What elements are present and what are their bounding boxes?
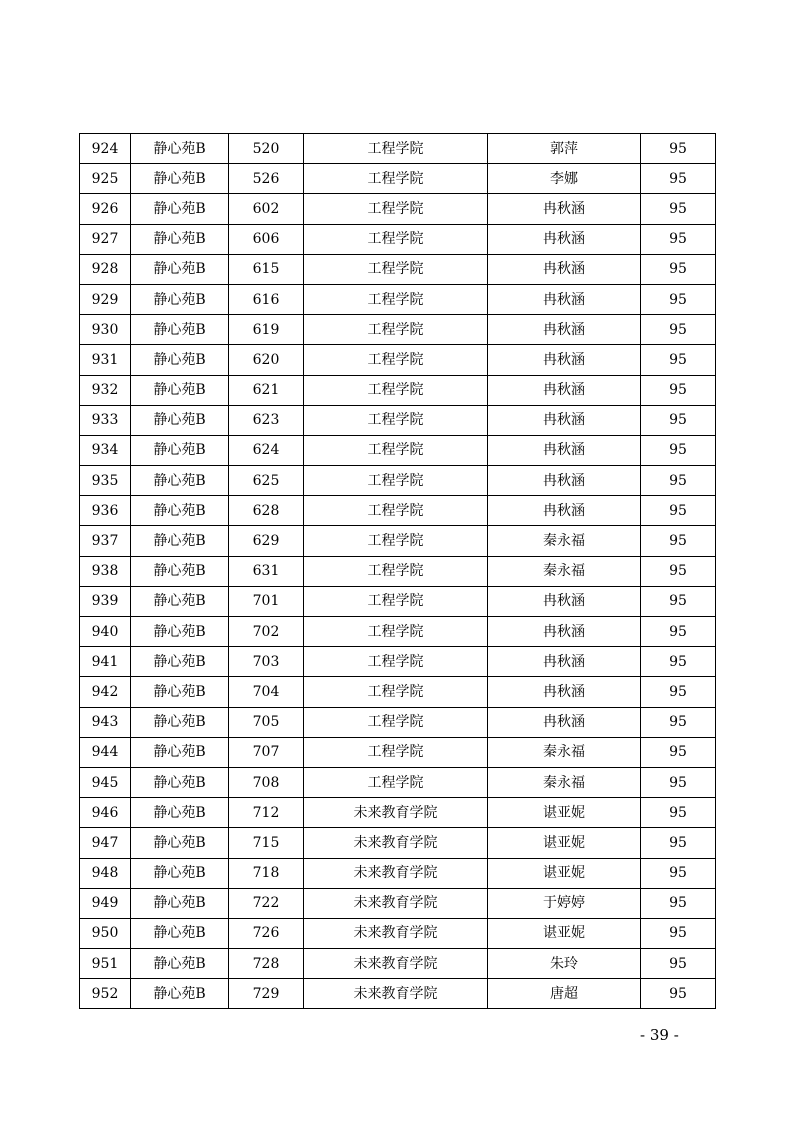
college-cell: 工程学院 bbox=[304, 677, 488, 707]
room-cell: 715 bbox=[229, 828, 304, 858]
score-cell: 95 bbox=[641, 526, 716, 556]
college-cell: 工程学院 bbox=[304, 617, 488, 647]
college-cell: 未来教育学院 bbox=[304, 828, 488, 858]
room-cell: 703 bbox=[229, 647, 304, 677]
row-number-cell: 949 bbox=[80, 888, 131, 918]
counselor-cell: 秦永福 bbox=[488, 526, 641, 556]
building-cell: 静心苑B bbox=[131, 556, 229, 586]
room-cell: 526 bbox=[229, 164, 304, 194]
college-cell: 未来教育学院 bbox=[304, 888, 488, 918]
building-cell: 静心苑B bbox=[131, 949, 229, 979]
table-row bbox=[80, 284, 716, 314]
room-cell: 624 bbox=[229, 435, 304, 465]
counselor-cell: 冉秋涵 bbox=[488, 375, 641, 405]
score-cell: 95 bbox=[641, 164, 716, 194]
row-number-cell: 938 bbox=[80, 556, 131, 586]
counselor-cell: 冉秋涵 bbox=[488, 224, 641, 254]
college-cell: 工程学院 bbox=[304, 556, 488, 586]
score-cell: 95 bbox=[641, 949, 716, 979]
table-row bbox=[80, 798, 716, 828]
counselor-cell: 谌亚妮 bbox=[488, 858, 641, 888]
counselor-cell: 朱玲 bbox=[488, 949, 641, 979]
table-row bbox=[80, 979, 716, 1009]
college-cell: 工程学院 bbox=[304, 737, 488, 767]
row-number-cell: 932 bbox=[80, 375, 131, 405]
room-cell: 520 bbox=[229, 134, 304, 164]
room-cell: 702 bbox=[229, 617, 304, 647]
score-cell: 95 bbox=[641, 254, 716, 284]
table-row bbox=[80, 767, 716, 797]
score-cell: 95 bbox=[641, 586, 716, 616]
college-cell: 工程学院 bbox=[304, 647, 488, 677]
row-number-cell: 951 bbox=[80, 949, 131, 979]
table-row bbox=[80, 617, 716, 647]
building-cell: 静心苑B bbox=[131, 134, 229, 164]
table-body bbox=[80, 134, 716, 1009]
college-cell: 工程学院 bbox=[304, 134, 488, 164]
row-number-cell: 933 bbox=[80, 405, 131, 435]
counselor-cell: 冉秋涵 bbox=[488, 284, 641, 314]
row-number-cell: 934 bbox=[80, 435, 131, 465]
table-row bbox=[80, 194, 716, 224]
college-cell: 工程学院 bbox=[304, 375, 488, 405]
counselor-cell: 冉秋涵 bbox=[488, 315, 641, 345]
room-cell: 620 bbox=[229, 345, 304, 375]
building-cell: 静心苑B bbox=[131, 315, 229, 345]
college-cell: 未来教育学院 bbox=[304, 949, 488, 979]
college-cell: 工程学院 bbox=[304, 315, 488, 345]
table-row bbox=[80, 556, 716, 586]
table-row bbox=[80, 858, 716, 888]
college-cell: 工程学院 bbox=[304, 435, 488, 465]
table-row bbox=[80, 888, 716, 918]
table-row bbox=[80, 918, 716, 948]
building-cell: 静心苑B bbox=[131, 345, 229, 375]
score-cell: 95 bbox=[641, 405, 716, 435]
score-cell: 95 bbox=[641, 798, 716, 828]
room-cell: 707 bbox=[229, 737, 304, 767]
room-cell: 625 bbox=[229, 466, 304, 496]
building-cell: 静心苑B bbox=[131, 586, 229, 616]
score-cell: 95 bbox=[641, 315, 716, 345]
room-cell: 726 bbox=[229, 918, 304, 948]
counselor-cell: 冉秋涵 bbox=[488, 677, 641, 707]
building-cell: 静心苑B bbox=[131, 828, 229, 858]
score-cell: 95 bbox=[641, 556, 716, 586]
building-cell: 静心苑B bbox=[131, 918, 229, 948]
room-cell: 729 bbox=[229, 979, 304, 1009]
room-cell: 631 bbox=[229, 556, 304, 586]
row-number-cell: 929 bbox=[80, 284, 131, 314]
counselor-cell: 冉秋涵 bbox=[488, 405, 641, 435]
score-cell: 95 bbox=[641, 677, 716, 707]
counselor-cell: 冉秋涵 bbox=[488, 345, 641, 375]
score-cell: 95 bbox=[641, 647, 716, 677]
counselor-cell: 谌亚妮 bbox=[488, 918, 641, 948]
page-number: - 39 - bbox=[640, 1026, 679, 1044]
row-number-cell: 937 bbox=[80, 526, 131, 556]
college-cell: 工程学院 bbox=[304, 164, 488, 194]
college-cell: 未来教育学院 bbox=[304, 798, 488, 828]
room-cell: 722 bbox=[229, 888, 304, 918]
counselor-cell: 郭萍 bbox=[488, 134, 641, 164]
college-cell: 工程学院 bbox=[304, 284, 488, 314]
room-cell: 718 bbox=[229, 858, 304, 888]
counselor-cell: 秦永福 bbox=[488, 556, 641, 586]
building-cell: 静心苑B bbox=[131, 496, 229, 526]
building-cell: 静心苑B bbox=[131, 284, 229, 314]
row-number-cell: 924 bbox=[80, 134, 131, 164]
table-row bbox=[80, 949, 716, 979]
building-cell: 静心苑B bbox=[131, 617, 229, 647]
room-cell: 705 bbox=[229, 707, 304, 737]
room-cell: 606 bbox=[229, 224, 304, 254]
row-number-cell: 925 bbox=[80, 164, 131, 194]
row-number-cell: 952 bbox=[80, 979, 131, 1009]
score-cell: 95 bbox=[641, 888, 716, 918]
building-cell: 静心苑B bbox=[131, 858, 229, 888]
table-row bbox=[80, 496, 716, 526]
college-cell: 工程学院 bbox=[304, 254, 488, 284]
building-cell: 静心苑B bbox=[131, 526, 229, 556]
score-cell: 95 bbox=[641, 496, 716, 526]
room-cell: 628 bbox=[229, 496, 304, 526]
room-cell: 704 bbox=[229, 677, 304, 707]
building-cell: 静心苑B bbox=[131, 254, 229, 284]
room-cell: 728 bbox=[229, 949, 304, 979]
building-cell: 静心苑B bbox=[131, 224, 229, 254]
table-row bbox=[80, 405, 716, 435]
building-cell: 静心苑B bbox=[131, 737, 229, 767]
row-number-cell: 940 bbox=[80, 617, 131, 647]
table-row bbox=[80, 737, 716, 767]
counselor-cell: 冉秋涵 bbox=[488, 466, 641, 496]
score-cell: 95 bbox=[641, 767, 716, 797]
room-cell: 712 bbox=[229, 798, 304, 828]
counselor-cell: 冉秋涵 bbox=[488, 647, 641, 677]
room-cell: 619 bbox=[229, 315, 304, 345]
row-number-cell: 943 bbox=[80, 707, 131, 737]
counselor-cell: 谌亚妮 bbox=[488, 828, 641, 858]
college-cell: 工程学院 bbox=[304, 767, 488, 797]
college-cell: 工程学院 bbox=[304, 194, 488, 224]
table-row bbox=[80, 586, 716, 616]
dormitory-score-table bbox=[79, 133, 716, 1009]
counselor-cell: 李娜 bbox=[488, 164, 641, 194]
counselor-cell: 冉秋涵 bbox=[488, 496, 641, 526]
building-cell: 静心苑B bbox=[131, 435, 229, 465]
score-cell: 95 bbox=[641, 435, 716, 465]
building-cell: 静心苑B bbox=[131, 164, 229, 194]
room-cell: 602 bbox=[229, 194, 304, 224]
score-cell: 95 bbox=[641, 375, 716, 405]
counselor-cell: 于婷婷 bbox=[488, 888, 641, 918]
building-cell: 静心苑B bbox=[131, 194, 229, 224]
room-cell: 629 bbox=[229, 526, 304, 556]
table-row bbox=[80, 345, 716, 375]
college-cell: 未来教育学院 bbox=[304, 979, 488, 1009]
score-cell: 95 bbox=[641, 466, 716, 496]
table-row bbox=[80, 224, 716, 254]
table-row bbox=[80, 466, 716, 496]
building-cell: 静心苑B bbox=[131, 375, 229, 405]
table-row bbox=[80, 254, 716, 284]
counselor-cell: 秦永福 bbox=[488, 737, 641, 767]
building-cell: 静心苑B bbox=[131, 798, 229, 828]
table-row bbox=[80, 677, 716, 707]
table-row bbox=[80, 164, 716, 194]
row-number-cell: 948 bbox=[80, 858, 131, 888]
counselor-cell: 谌亚妮 bbox=[488, 798, 641, 828]
room-cell: 616 bbox=[229, 284, 304, 314]
room-cell: 623 bbox=[229, 405, 304, 435]
room-cell: 621 bbox=[229, 375, 304, 405]
college-cell: 工程学院 bbox=[304, 345, 488, 375]
college-cell: 未来教育学院 bbox=[304, 858, 488, 888]
row-number-cell: 950 bbox=[80, 918, 131, 948]
counselor-cell: 冉秋涵 bbox=[488, 254, 641, 284]
score-cell: 95 bbox=[641, 194, 716, 224]
counselor-cell: 冉秋涵 bbox=[488, 586, 641, 616]
room-cell: 708 bbox=[229, 767, 304, 797]
building-cell: 静心苑B bbox=[131, 888, 229, 918]
score-cell: 95 bbox=[641, 284, 716, 314]
score-cell: 95 bbox=[641, 224, 716, 254]
college-cell: 未来教育学院 bbox=[304, 918, 488, 948]
row-number-cell: 939 bbox=[80, 586, 131, 616]
row-number-cell: 926 bbox=[80, 194, 131, 224]
room-cell: 615 bbox=[229, 254, 304, 284]
table-row bbox=[80, 647, 716, 677]
table-row bbox=[80, 828, 716, 858]
college-cell: 工程学院 bbox=[304, 586, 488, 616]
table-row bbox=[80, 375, 716, 405]
counselor-cell: 冉秋涵 bbox=[488, 707, 641, 737]
row-number-cell: 935 bbox=[80, 466, 131, 496]
counselor-cell: 冉秋涵 bbox=[488, 617, 641, 647]
building-cell: 静心苑B bbox=[131, 647, 229, 677]
score-cell: 95 bbox=[641, 134, 716, 164]
row-number-cell: 931 bbox=[80, 345, 131, 375]
building-cell: 静心苑B bbox=[131, 767, 229, 797]
college-cell: 工程学院 bbox=[304, 496, 488, 526]
table-row bbox=[80, 315, 716, 345]
row-number-cell: 945 bbox=[80, 767, 131, 797]
table-row bbox=[80, 707, 716, 737]
college-cell: 工程学院 bbox=[304, 466, 488, 496]
building-cell: 静心苑B bbox=[131, 466, 229, 496]
row-number-cell: 928 bbox=[80, 254, 131, 284]
score-cell: 95 bbox=[641, 737, 716, 767]
counselor-cell: 秦永福 bbox=[488, 767, 641, 797]
row-number-cell: 946 bbox=[80, 798, 131, 828]
counselor-cell: 冉秋涵 bbox=[488, 194, 641, 224]
score-cell: 95 bbox=[641, 828, 716, 858]
building-cell: 静心苑B bbox=[131, 707, 229, 737]
row-number-cell: 947 bbox=[80, 828, 131, 858]
building-cell: 静心苑B bbox=[131, 405, 229, 435]
building-cell: 静心苑B bbox=[131, 677, 229, 707]
row-number-cell: 936 bbox=[80, 496, 131, 526]
table-row bbox=[80, 435, 716, 465]
counselor-cell: 冉秋涵 bbox=[488, 435, 641, 465]
table-row bbox=[80, 526, 716, 556]
row-number-cell: 930 bbox=[80, 315, 131, 345]
row-number-cell: 941 bbox=[80, 647, 131, 677]
score-cell: 95 bbox=[641, 858, 716, 888]
score-cell: 95 bbox=[641, 918, 716, 948]
college-cell: 工程学院 bbox=[304, 405, 488, 435]
college-cell: 工程学院 bbox=[304, 707, 488, 737]
building-cell: 静心苑B bbox=[131, 979, 229, 1009]
row-number-cell: 944 bbox=[80, 737, 131, 767]
room-cell: 701 bbox=[229, 586, 304, 616]
college-cell: 工程学院 bbox=[304, 224, 488, 254]
table-row bbox=[80, 134, 716, 164]
score-cell: 95 bbox=[641, 617, 716, 647]
score-cell: 95 bbox=[641, 707, 716, 737]
row-number-cell: 927 bbox=[80, 224, 131, 254]
row-number-cell: 942 bbox=[80, 677, 131, 707]
score-cell: 95 bbox=[641, 345, 716, 375]
counselor-cell: 唐超 bbox=[488, 979, 641, 1009]
college-cell: 工程学院 bbox=[304, 526, 488, 556]
score-cell: 95 bbox=[641, 979, 716, 1009]
